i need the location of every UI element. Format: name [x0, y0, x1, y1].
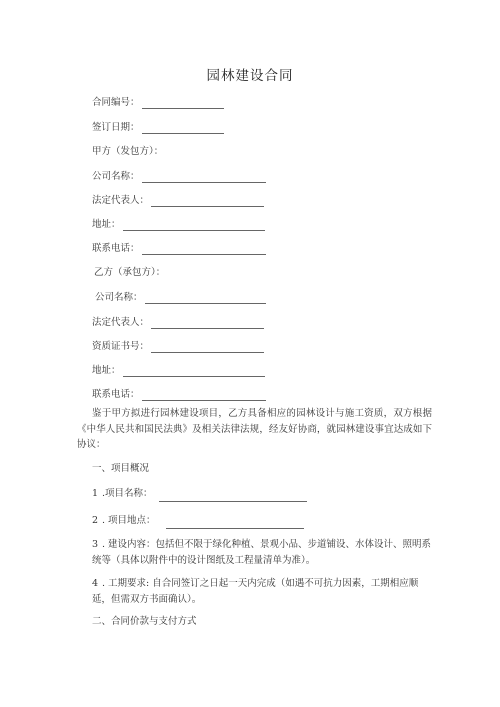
clause-number: 3: [92, 539, 99, 550]
field-label: 公司名称：: [95, 292, 143, 303]
fill-blank[interactable]: [151, 196, 264, 207]
fill-blank[interactable]: [123, 366, 265, 377]
field-label: 法定代表人：: [92, 317, 150, 328]
fill-blank[interactable]: [142, 244, 266, 255]
clause-schedule: [92, 576, 432, 607]
clause-project-name: [92, 486, 432, 502]
field-label: 资质证书号：: [92, 341, 150, 352]
clause-project-location: [92, 513, 432, 529]
party-b-heading: 乙方（承包方）：: [94, 267, 166, 278]
fill-blank[interactable]: [166, 518, 304, 529]
section-heading-project-overview: 一、项目概况: [92, 463, 150, 474]
party-b-company-field: [95, 292, 266, 304]
clause-text: . 工期要求: 自合同签订之日起一天内完成（如遇不可抗力因素，工期相应顺延，但需双方书面确认）。: [92, 578, 419, 605]
fill-blank[interactable]: [123, 220, 265, 231]
clause-text: .项目名称：: [102, 488, 153, 499]
field-label: 签订日期：: [92, 122, 140, 133]
sign-date-field: [92, 122, 224, 134]
contract-title: 园林建设合同: [206, 68, 294, 84]
clause-number: 1: [92, 488, 99, 499]
field-label: 合同编号：: [92, 97, 140, 108]
clause-text: . 建设内容：包括但不限于绿化种植、景观小品、步道铺设、水体设计、照明系统等（具体以附件中的设计图纸及工程量清单为准）。: [92, 539, 432, 566]
field-label: 公司名称：: [92, 171, 140, 182]
clause-construction-scope: [92, 537, 432, 568]
party-a-phone-field: [92, 243, 266, 255]
preamble-paragraph: 鉴于甲方拟进行园林建设项目，乙方具备相应的园林设计与施工资质，双方根据《中华人民共和国民法典》及相关法律法规，经友好协商，就园林建设事宜达成如下协议：: [77, 408, 432, 450]
party-b-license-field: [92, 341, 264, 353]
fill-blank[interactable]: [151, 318, 264, 329]
party-b-address-field: [92, 365, 265, 377]
party-a-company-field: [92, 171, 266, 183]
field-label: 地址：: [92, 219, 121, 230]
fill-blank[interactable]: [145, 293, 266, 304]
fill-blank[interactable]: [151, 342, 264, 353]
party-a-address-field: [92, 219, 265, 231]
party-b-representative-field: [92, 317, 264, 329]
section-heading-price-payment: 二、合同价款与支付方式: [92, 616, 197, 627]
field-label: 地址：: [92, 365, 121, 376]
clause-number: 2: [92, 515, 99, 526]
clause-text: . 项目地点：: [102, 515, 156, 526]
field-label: 法定代表人：: [92, 195, 150, 206]
party-b-phone-field: [92, 389, 266, 401]
contract-number-field: [92, 97, 224, 109]
clause-number: 4: [92, 578, 99, 589]
party-a-heading: 甲方（发包方）：: [92, 146, 164, 157]
field-label: 联系电话：: [92, 389, 140, 400]
fill-blank[interactable]: [142, 98, 224, 109]
party-a-representative-field: [92, 195, 264, 207]
fill-blank[interactable]: [142, 390, 266, 401]
field-label: 联系电话：: [92, 243, 140, 254]
fill-blank[interactable]: [142, 123, 224, 134]
fill-blank[interactable]: [142, 172, 266, 183]
fill-blank[interactable]: [159, 491, 307, 502]
